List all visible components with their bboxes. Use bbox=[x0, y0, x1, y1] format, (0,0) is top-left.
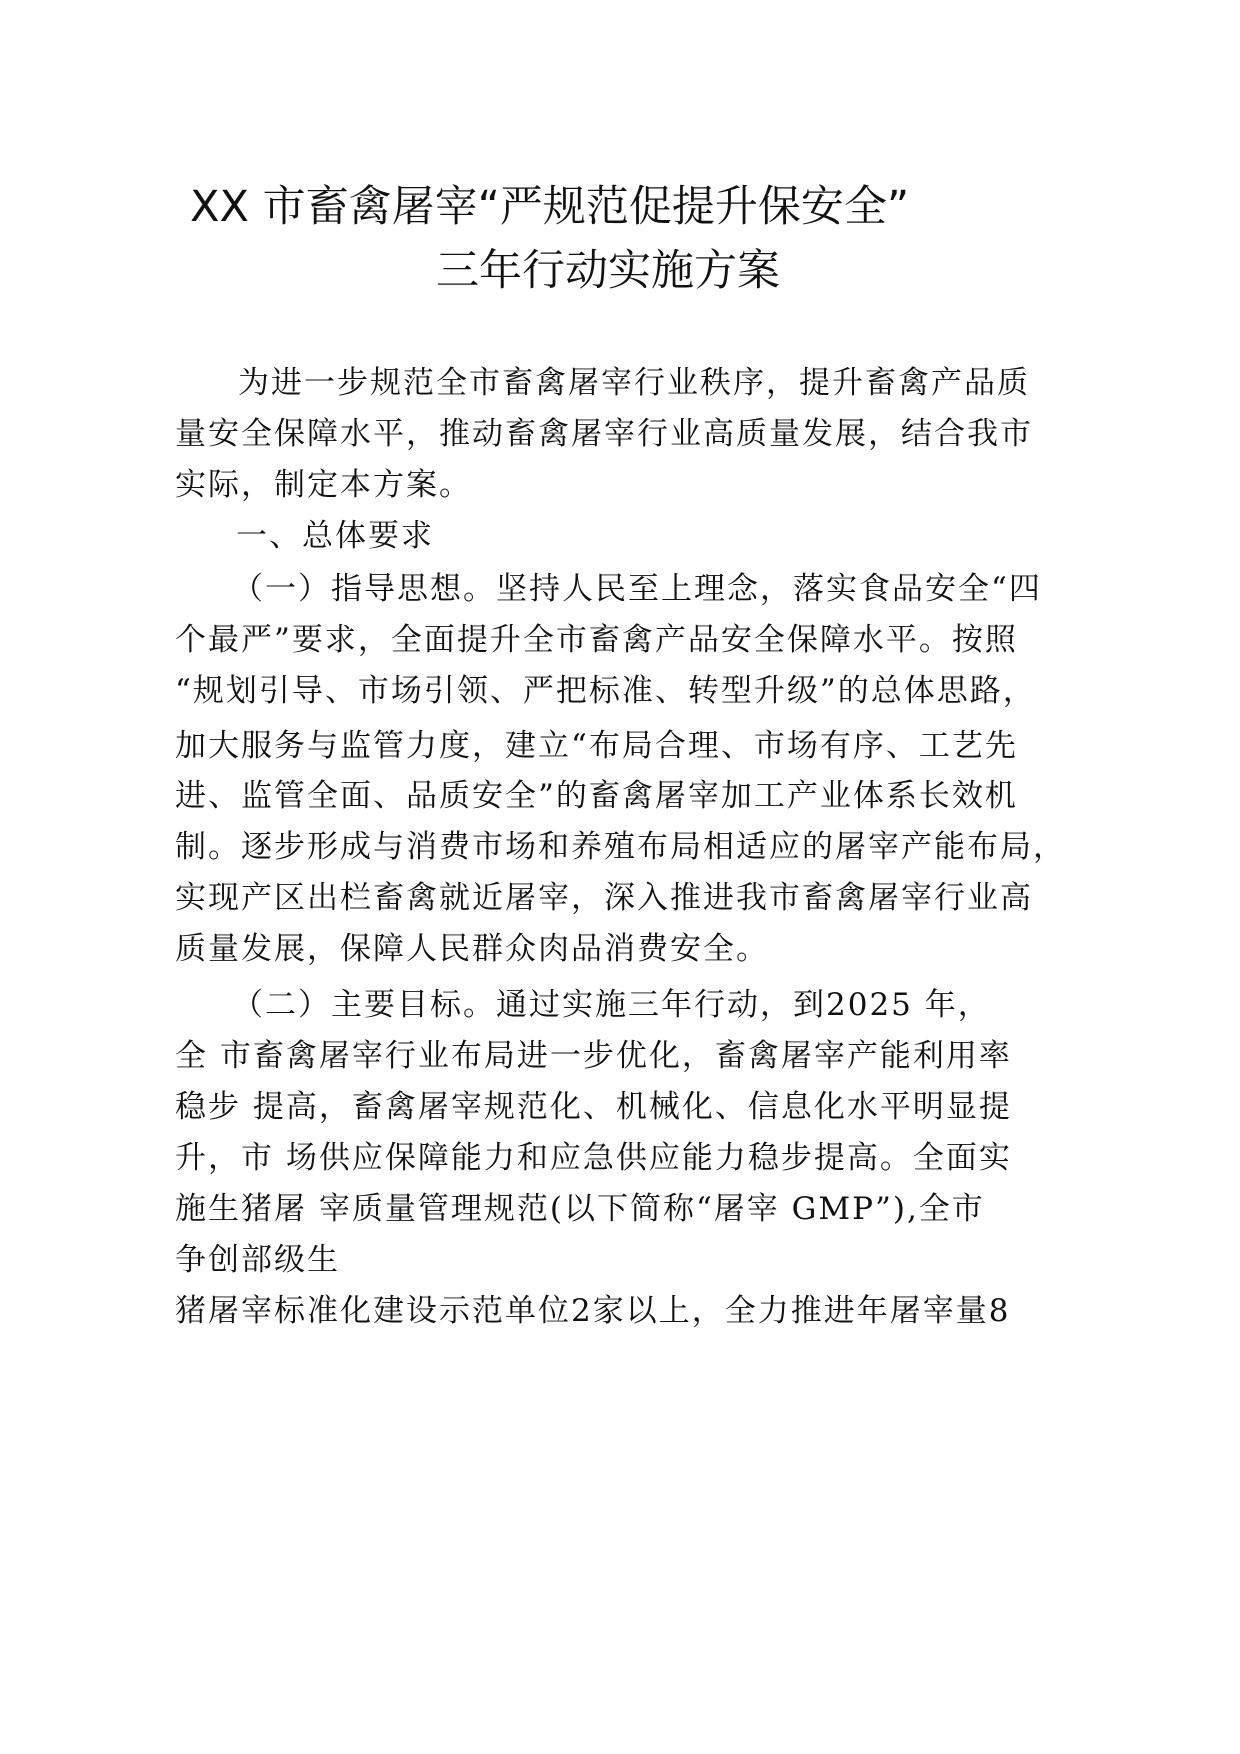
body-line: 进、监管全面、品质安全”的畜禽屠宰加工产业体系长效机 bbox=[175, 778, 1018, 814]
section-heading: 一、总体要求 bbox=[236, 518, 434, 554]
body-line: （一）指导思想。坚持人民至上理念，落实食品安全“四 bbox=[232, 571, 1042, 607]
body-line: 为进一步规范全市畜禽屠宰行业秩序，提升畜禽产品质 bbox=[238, 365, 1030, 401]
document-title-line-1: XX 市畜禽屠宰“严规范促提升保安全” bbox=[190, 182, 910, 232]
body-line: 实际，制定本方案。 bbox=[175, 467, 472, 503]
body-line: （二）主要目标。通过实施三年行动，到2025 年， bbox=[232, 987, 991, 1023]
body-line: 升，市 场供应保障能力和应急供应能力稳步提高。全面实 bbox=[175, 1140, 1012, 1176]
body-line: 全 市畜禽屠宰行业布局进一步优化，畜禽屠宰产能利用率 bbox=[175, 1038, 1012, 1074]
body-line: 加大服务与监管力度，建立“布局合理、市场有序、工艺先 bbox=[175, 728, 1018, 764]
body-line: 施生猪屠 宰质量管理规范(以下简称“屠宰 GMP”),全市 bbox=[175, 1191, 985, 1227]
body-line: 质量发展，保障人民群众肉品消费安全。 bbox=[175, 931, 769, 967]
body-line: 制。逐步形成与消费市场和养殖布局相适应的屠宰产能布局， bbox=[175, 829, 1066, 865]
body-line: 猪屠宰标准化建设示范单位2家以上，全力推进年屠宰量8 bbox=[175, 1293, 1011, 1329]
document-title-line-2: 三年行动实施方案 bbox=[436, 246, 780, 296]
body-line: “规划引导、市场引领、严把标准、转型升级”的总体思路， bbox=[175, 673, 1036, 709]
body-line: 实现产区出栏畜禽就近屠宰，深入推进我市畜禽屠宰行业高 bbox=[175, 880, 1033, 916]
body-line: 量安全保障水平，推动畜禽屠宰行业高质量发展，结合我市 bbox=[175, 416, 1033, 452]
body-line: 稳步 提高，畜禽屠宰规范化、机械化、信息化水平明显提 bbox=[175, 1089, 1012, 1125]
body-line: 争创部级生 bbox=[175, 1242, 340, 1278]
body-line: 个最严”要求，全面提升全市畜禽产品安全保障水平。按照 bbox=[175, 622, 1018, 658]
